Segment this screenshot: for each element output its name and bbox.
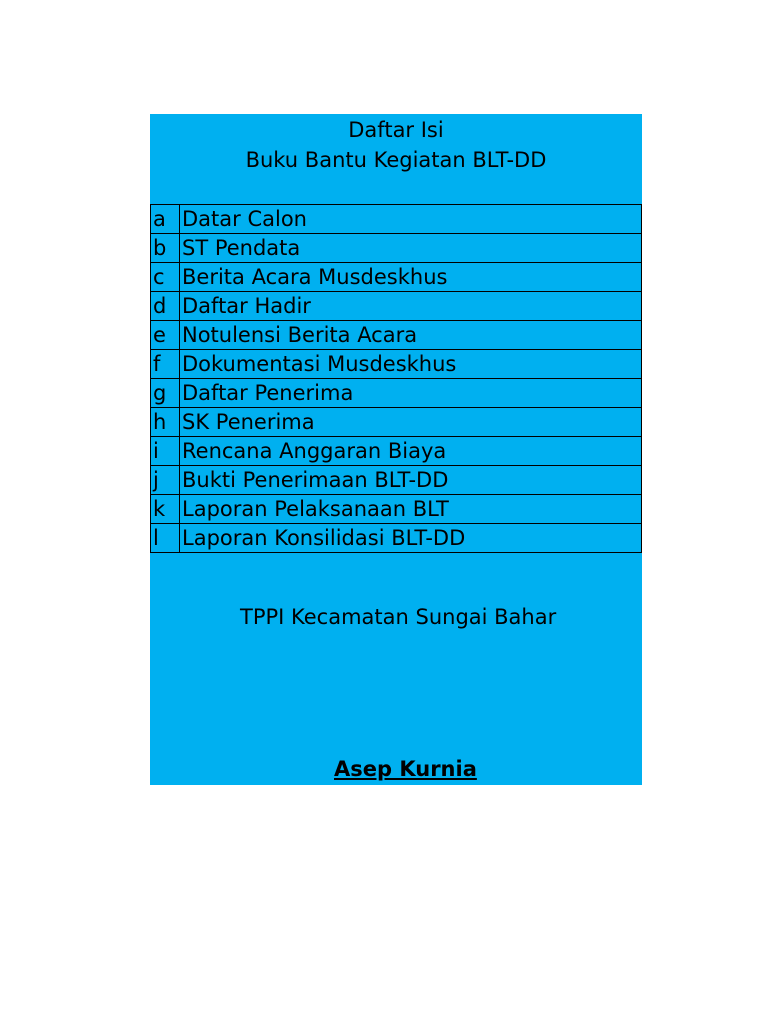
toc-row — [151, 350, 642, 379]
toc-row — [151, 437, 642, 466]
toc-label: Dokumentasi Musdeskhus — [180, 350, 642, 379]
toc-letter: k — [151, 495, 180, 524]
toc-label: Daftar Hadir — [180, 292, 642, 321]
toc-body — [151, 205, 642, 553]
toc-label: Berita Acara Musdeskhus — [180, 263, 642, 292]
document-subtitle: Buku Bantu Kegiatan BLT-DD — [245, 148, 547, 172]
toc-label: Bukti Penerimaan BLT-DD — [180, 466, 642, 495]
toc-row — [151, 234, 642, 263]
toc-row — [151, 495, 642, 524]
toc-letter: g — [151, 379, 180, 408]
toc-label: Notulensi Berita Acara — [180, 321, 642, 350]
toc-letter: d — [151, 292, 180, 321]
toc-label: Daftar Penerima — [180, 379, 642, 408]
toc-row — [151, 205, 642, 234]
toc-row — [151, 263, 642, 292]
toc-label: SK Penerima — [180, 408, 642, 437]
toc-letter: i — [151, 437, 180, 466]
toc-label: ST Pendata — [180, 234, 642, 263]
toc-letter: b — [151, 234, 180, 263]
toc-letter: l — [151, 524, 180, 553]
toc-row — [151, 379, 642, 408]
signer-name: Asep Kurnia — [334, 757, 477, 781]
toc-letter: j — [151, 466, 180, 495]
toc-row — [151, 321, 642, 350]
toc-label: Datar Calon — [180, 205, 642, 234]
toc-row — [151, 524, 642, 553]
toc-label: Laporan Pelaksanaan BLT — [180, 495, 642, 524]
toc-label: Laporan Konsilidasi BLT-DD — [180, 524, 642, 553]
toc-row — [151, 466, 642, 495]
toc-letter: a — [151, 205, 180, 234]
organization-name: TPPI Kecamatan Sungai Bahar — [240, 605, 557, 629]
toc-row — [151, 408, 642, 437]
table-of-contents — [150, 204, 642, 553]
document-title: Daftar Isi — [348, 118, 444, 142]
document-panel — [150, 114, 642, 785]
toc-letter: f — [151, 350, 180, 379]
toc-row — [151, 292, 642, 321]
toc-letter: h — [151, 408, 180, 437]
toc-letter: c — [151, 263, 180, 292]
toc-label: Rencana Anggaran Biaya — [180, 437, 642, 466]
toc-letter: e — [151, 321, 180, 350]
